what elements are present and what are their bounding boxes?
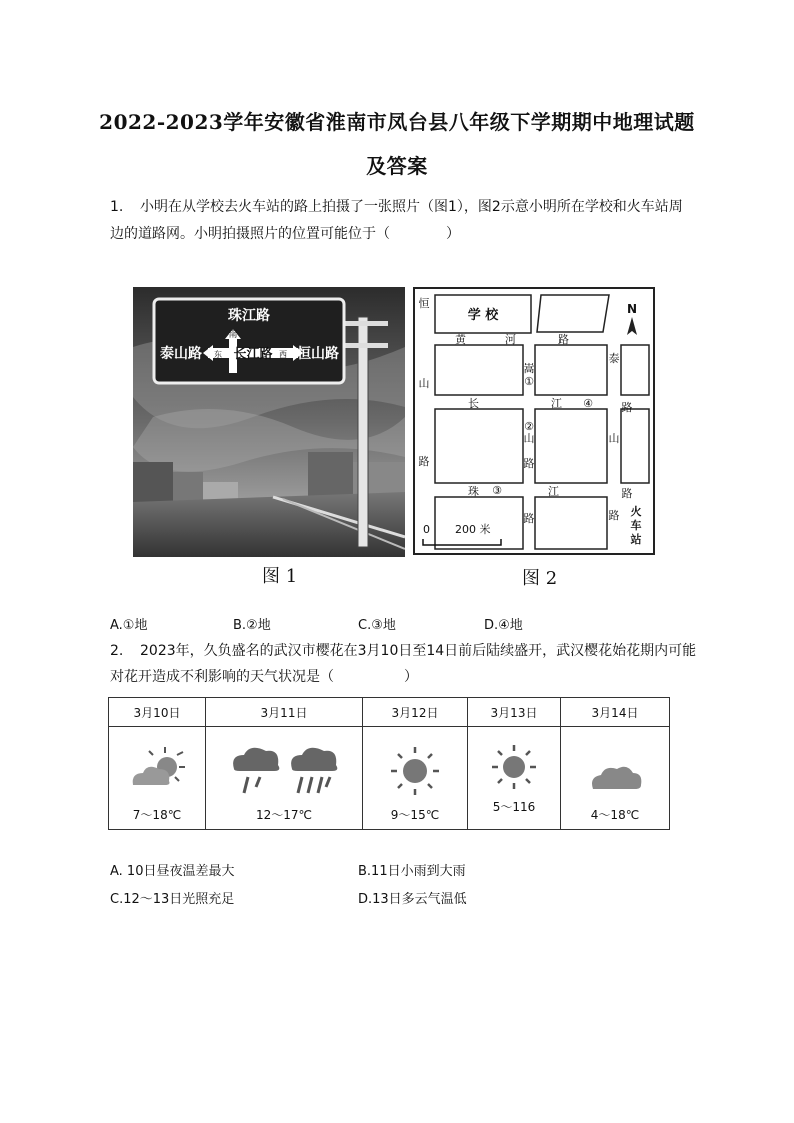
road-zhujiang-2: 江 — [548, 485, 559, 498]
road-tai-2: 路 — [621, 401, 633, 414]
road-heng-3: 路 — [418, 455, 430, 468]
road-tai-1: 泰 — [608, 352, 620, 365]
temp-label: 5～116 — [492, 800, 536, 814]
weather-cell — [206, 727, 363, 830]
weather-cell — [468, 727, 561, 830]
q1-text-line2: 边的道路网。小明拍摄照片的位置可能位于（ ） — [110, 226, 460, 242]
temp-label: 12～17℃ — [255, 808, 313, 822]
q1-option-a: A.①地 — [110, 618, 148, 633]
road-song-3: 路 — [523, 457, 535, 470]
q2-option-a: A. 10日昼夜温差最大 — [110, 864, 235, 879]
station-1: 火 — [630, 505, 642, 518]
mark-2: ② — [524, 420, 534, 433]
sign-dir-south: 南 — [228, 330, 238, 340]
date-cell: 3月11日 — [206, 698, 363, 727]
weather-table — [108, 697, 670, 830]
scale-zero: 0 — [423, 523, 430, 536]
date-cell: 3月10日 — [109, 698, 206, 727]
sign-left: 泰山路 — [160, 346, 202, 362]
temp-label: 4～18℃ — [590, 808, 640, 822]
sun-icon — [468, 727, 560, 801]
road-jiang-lower: 路 — [608, 509, 620, 522]
weather-cell — [109, 727, 206, 830]
q1-option-c: C.③地 — [358, 618, 396, 633]
date-cell: 3月13日 — [468, 698, 561, 727]
page-title: 2022-2023学年安徽省淮南市凤台县八年级下学期期中地理试题 — [99, 110, 695, 134]
rain-icon — [206, 727, 362, 807]
q2-option-b: B.11日小雨到大雨 — [358, 864, 466, 879]
road-zhujiang-1: 珠 — [468, 485, 479, 498]
sun-cloud-icon — [109, 727, 205, 797]
q2-text-line2: 对花开造成不利影响的天气状况是（ ） — [110, 669, 418, 685]
road-huanghe-3: 路 — [558, 333, 569, 346]
road-huanghe-1: 黄 — [455, 333, 466, 346]
weather-cell — [561, 727, 670, 830]
road-huanghe-2: 河 — [505, 333, 516, 346]
q1-option-b: B.②地 — [233, 618, 271, 633]
weather-cell — [363, 727, 468, 830]
mark-3: ③ — [492, 484, 502, 497]
road-song-1: 嵩 — [523, 362, 535, 375]
road-heng-2: 山 — [418, 377, 430, 390]
sign-center: 长江路 — [233, 347, 273, 362]
date-cell: 3月14日 — [561, 698, 670, 727]
q1-number: 1. — [110, 199, 124, 215]
road-heng-1: 恒 — [418, 297, 430, 310]
figure-2-caption: 图 2 — [522, 568, 558, 589]
figure-1-caption: 图 1 — [262, 566, 298, 587]
weather-body-row — [109, 727, 670, 830]
road-tai-3: 山 — [608, 432, 620, 445]
sun-icon — [363, 727, 467, 801]
sign-dir-west: 西 — [279, 350, 287, 359]
road-changjiang-1: 长 — [468, 397, 479, 410]
date-cell: 3月12日 — [363, 698, 468, 727]
sign-right: 恒山路 — [297, 346, 339, 362]
station-3: 站 — [630, 533, 642, 546]
road-song-2: 山 — [523, 432, 535, 445]
figure-1-photo — [133, 287, 405, 557]
scale-label: 200 米 — [455, 523, 491, 536]
sign-dir-east: 东 — [214, 350, 222, 359]
station-2: 车 — [630, 519, 642, 532]
cloud-icon — [561, 727, 669, 801]
map-school: 学 校 — [467, 308, 499, 323]
mark-4: ④ — [583, 397, 593, 410]
weather-header-row — [109, 698, 670, 727]
mark-1: ① — [524, 375, 534, 388]
road-tai-4: 路 — [621, 487, 633, 500]
q2-option-d: D.13日多云气温低 — [358, 892, 467, 907]
north-label: N — [626, 302, 638, 316]
page-title-line2: 及答案 — [366, 154, 428, 178]
sign-top: 珠江路 — [228, 308, 270, 324]
figure-2-map — [413, 287, 655, 557]
road-changjiang-2: 江 — [551, 397, 562, 410]
q1-option-d: D.④地 — [484, 618, 523, 633]
q1-text-line1: 小明在从学校去火车站的路上拍摄了一张照片（图1），图2示意小明所在学校和火车站周 — [140, 199, 683, 215]
road-song-lower: 路 — [523, 512, 535, 525]
q2-option-c: C.12～13日光照充足 — [110, 892, 235, 907]
q2-text-line1: 2023年，久负盛名的武汉市樱花在3月10日至14日前后陆续盛开，武汉樱花始花期内可能 — [140, 643, 697, 659]
temp-label: 7～18℃ — [132, 808, 182, 822]
temp-label: 9～15℃ — [390, 808, 440, 822]
q2-number: 2. — [110, 643, 124, 659]
